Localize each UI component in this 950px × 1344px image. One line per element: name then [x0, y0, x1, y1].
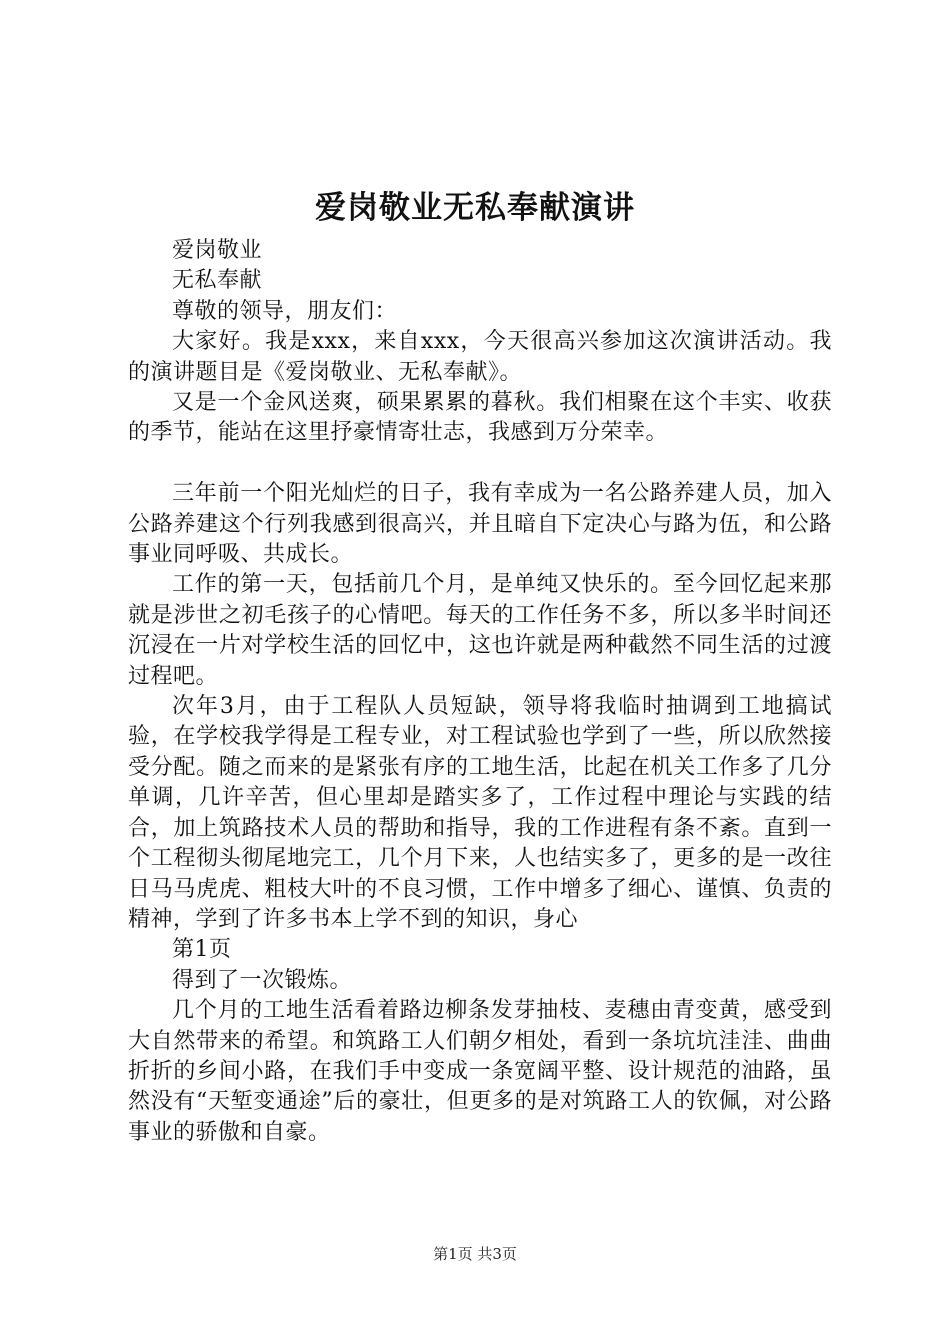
paragraph-worksite: 次年3月，由于工程队人员短缺，领导将我临时抽调到工地搞试验，在学校我学得是工程专业，对工程试验也学到了一些，所以欣然接受分配。随之而来的是紧张有序的工地生活，比起在机关工作多了几分单调，几许辛苦，但心里却是踏实多了，工作过程中理论与实践的结合，加上筑路技术人员的帮助和指导，我的工作进程有条不紊。直到一个工程彻头彻尾地完工，几个月下来，人也结实多了，更多的是一改往日马马虎虎、粗枝大叶的不良习惯，工作中增多了细心、谨慎、负责的精神，学到了许多书本上学不到的知识，身心 — [128, 694, 832, 932]
salutation: 尊敬的领导，朋友们： — [172, 298, 398, 324]
paragraph-continued: 得到了一次锻炼。 — [172, 967, 353, 993]
paragraph-first-day: 工作的第一天，包括前几个月，是单纯又快乐的。至今回忆起来那就是涉世之初毛孩子的心情吧。每天的工作任务不多，所以多半时间还沉浸在一片对学校生活的回忆中，这也许就是两种截然不同生活的过渡过程吧。 — [128, 572, 832, 689]
document-body — [128, 236, 832, 1148]
paragraph-blank — [128, 449, 832, 479]
page-footer: 第1页 共3页 — [433, 1245, 517, 1263]
heading-line-2: 无私奉献 — [172, 268, 263, 294]
paragraph-joining: 三年前一个阳光灿烂的日子，我有幸成为一名公路养建人员，加入公路养建这个行列我感到很高兴，并且暗自下定决心与路为伍，和公路事业同呼吸、共成长。 — [128, 481, 832, 568]
page-title: 爱岗敬业无私奉献演讲 — [315, 190, 635, 226]
paragraph-intro: 大家好。我是xxx，来自xxx，今天很高兴参加这次演讲活动。我的演讲题目是《爱岗敬业、无私奉献》。 — [128, 329, 832, 385]
inline-page-marker: 第1页 — [172, 937, 232, 963]
heading-line-1: 爱岗敬业 — [172, 238, 263, 263]
paragraph-road-life: 几个月的工地生活看着路边柳条发芽抽枝、麦穗由青变黄，感受到大自然带来的希望。和筑路工人们朝夕相处，看到一条坑坑洼洼、曲曲折折的乡间小路，在我们手中变成一条宽阔平整、设计规范的油路，虽然没有“天堑变通途”后的豪壮，但更多的是对筑路工人的钦佩，对公路事业的骄傲和自豪。 — [128, 998, 832, 1145]
paragraph-season: 又是一个金风送爽，硕果累累的暮秋。我们相聚在这个丰实、收获的季节，能站在这里抒豪情寄壮志，我感到万分荣幸。 — [128, 390, 832, 446]
